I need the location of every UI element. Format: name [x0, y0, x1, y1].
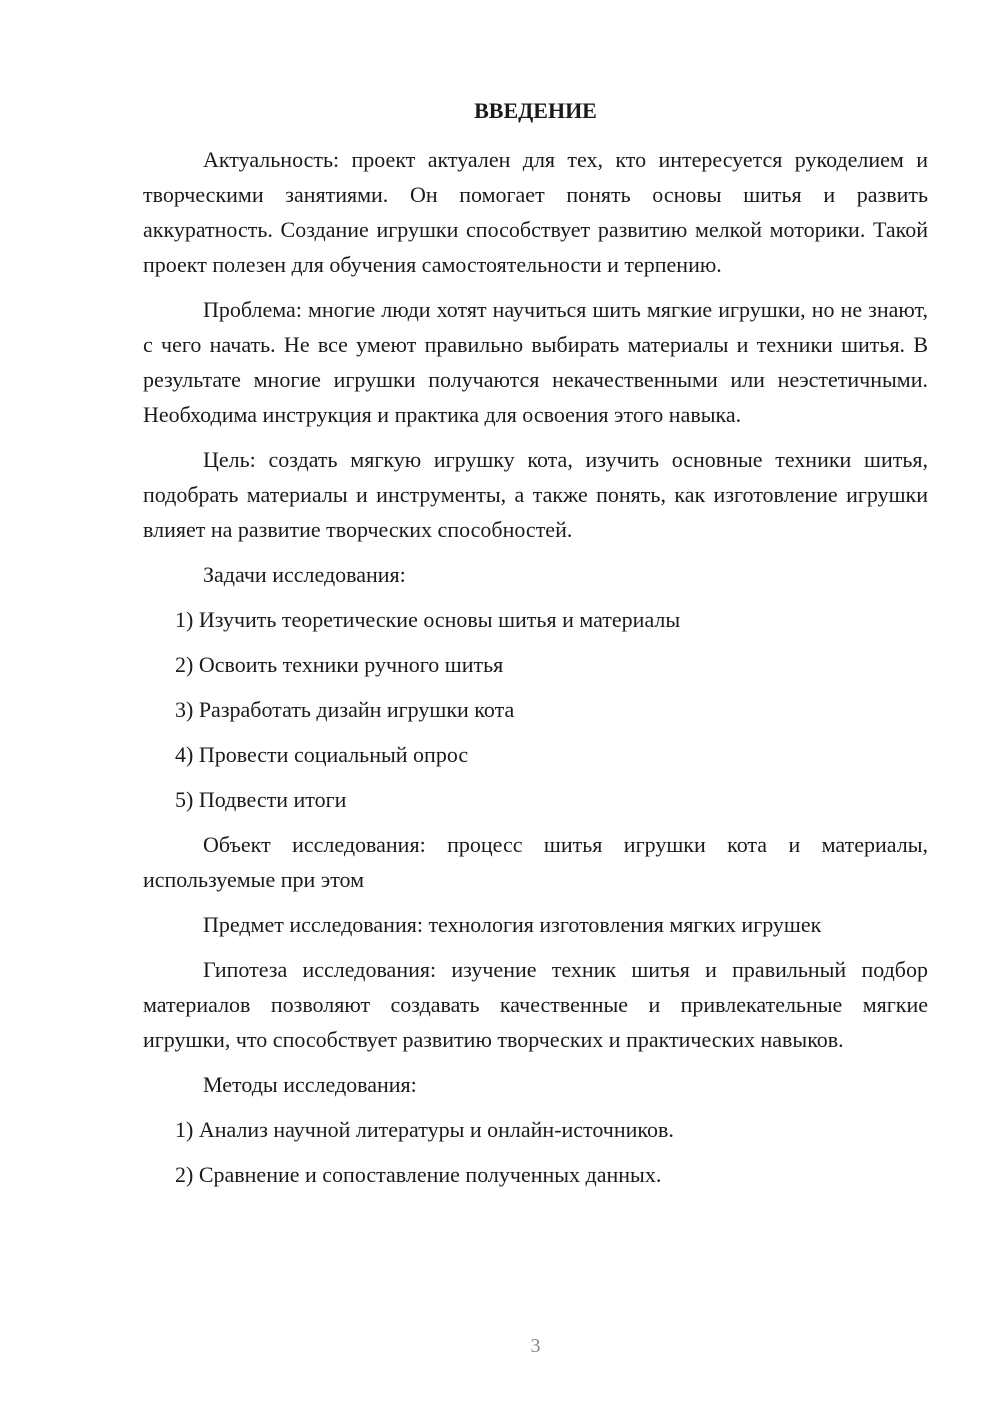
task-item: 1) Изучить теоретические основы шитья и материалы	[175, 607, 681, 632]
hypothesis-paragraph: Гипотеза исследования: изучение техник шитья и правильный подбор материалов позволяют создавать качественные и привлекательные мягкие игрушки, что способствует развитию творческих и практических навыков.	[143, 957, 928, 1052]
task-item: 3) Разработать дизайн игрушки кота	[175, 697, 515, 722]
relevance-paragraph: Актуальность: проект актуален для тех, кто интересуется рукоделием и творческими занятиями. Он помогает понять основы шитья и развить аккуратность. Создание игрушки способствует развитию мелкой моторики. Такой проект полезен для обучения самостоятельности и терпению.	[143, 147, 928, 277]
method-item: 2) Сравнение и сопоставление полученных данных.	[175, 1162, 662, 1187]
subject-paragraph: Предмет исследования: технология изготовления мягких игрушек	[203, 912, 822, 937]
task-item: 4) Провести социальный опрос	[175, 742, 469, 767]
problem-paragraph: Проблема: многие люди хотят научиться шить мягкие игрушки, но не знают, с чего начать. Не все умеют правильно выбирать материалы и техники шитья. В результате многие игрушки получаются некачественными или неэстетичными. Необходима инструкция и практика для освоения этого навыка.	[143, 297, 928, 427]
method-item: 1) Анализ научной литературы и онлайн-источников.	[175, 1117, 674, 1142]
task-item: 2) Освоить техники ручного шитья	[175, 652, 504, 677]
document-body	[143, 142, 928, 1192]
document-page	[143, 0, 928, 1414]
page-number: 3	[530, 1335, 541, 1357]
goal-paragraph: Цель: создать мягкую игрушку кота, изучить основные техники шитья, подобрать материалы и инструменты, а также понять, как изготовление игрушки влияет на развитие творческих способностей.	[143, 447, 928, 542]
methods-heading: Методы исследования:	[203, 1072, 417, 1097]
object-paragraph: Объект исследования: процесс шитья игрушки кота и материалы, используемые при этом	[143, 832, 928, 892]
task-item: 5) Подвести итоги	[175, 787, 347, 812]
page-title: ВВЕДЕНИЕ	[474, 98, 597, 123]
tasks-heading: Задачи исследования:	[203, 562, 406, 587]
